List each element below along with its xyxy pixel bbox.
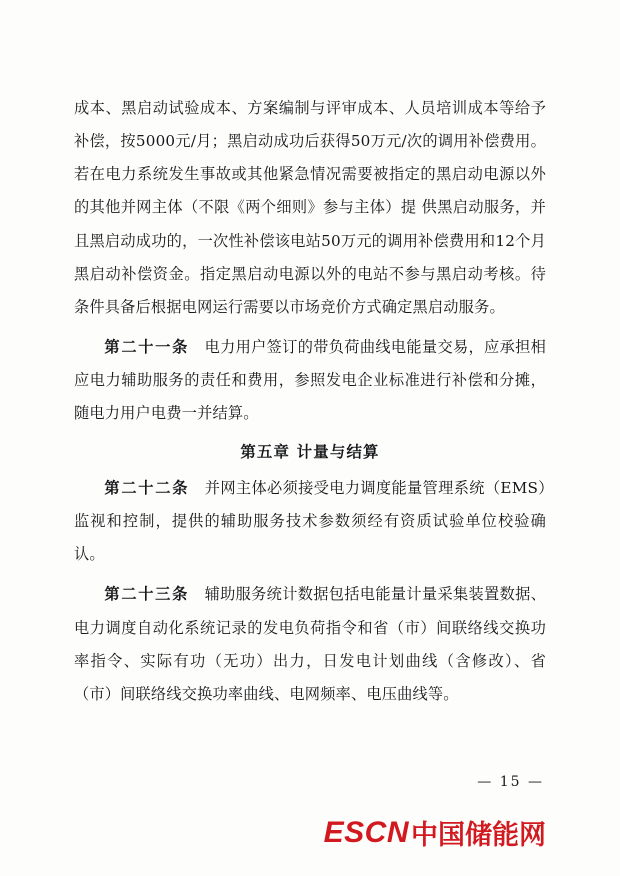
article-label-21: 第二十一条 [104, 337, 190, 356]
article-label-23: 第二十三条 [104, 585, 190, 604]
chapter-heading: 第五章 计量与结算 [240, 443, 380, 462]
watermark-brand-chinese: 中国储能网 [411, 820, 546, 850]
paragraph-spacer [74, 324, 546, 331]
paragraph-spacer [74, 571, 546, 578]
paragraph-text: 成本、黑启动试验成本、方案编制与评审成本、人员培训成本等给予补偿，按5000元/月；黑启动成功后获得50万元/次的调用补偿费用。若在电力系统发生事故或其他紧急情况需要被指定的黑启动电源以外的其他并网主体（不限《两个细则》参与主体）提 供黑启动服务，并且黑启动成功的，一次性补偿该电站50万元的调用补偿费用和12个月黑启动补偿资金。指定黑启动电源以外的电站不参与黑启动考核。待条件具备后根据电网运行需要以市场竞价方式确定黑启动服务。 [74, 99, 546, 316]
page-number: — 15 — [477, 774, 544, 790]
document-body [74, 92, 546, 711]
article-label-22: 第二十二条 [104, 478, 190, 497]
paragraph-article-21 [74, 331, 546, 430]
paragraph-continued [74, 92, 546, 324]
paragraph-article-22 [74, 472, 546, 571]
paragraph-text: 电力用户签订的带负荷曲线电能量交易，应承担相应电力辅助服务的责任和费用，参照发电企业标准进行补偿和分摊，随电力用户电费一并结算。 [74, 337, 547, 423]
watermark-brand-latin: ESCN [323, 815, 409, 849]
paragraph-text: 并网主体必须接受电力调度能量管理系统（EMS）监视和控制，提供的辅助服务技术参数须经有资质试验单位校验确认。 [74, 478, 547, 564]
paragraph-text: 辅助服务统计数据包括电能量计量采集装置数据、电力调度自动化系统记录的发电负荷指令和省（市）间联络线交换功率指令、实际有功（无功）出力，日发电计划曲线（含修改）、省（市）间联络线交换功率曲线、电网频率、电压曲线等。 [74, 585, 547, 703]
watermark-logo [324, 813, 546, 852]
paragraph-article-23 [74, 578, 546, 711]
